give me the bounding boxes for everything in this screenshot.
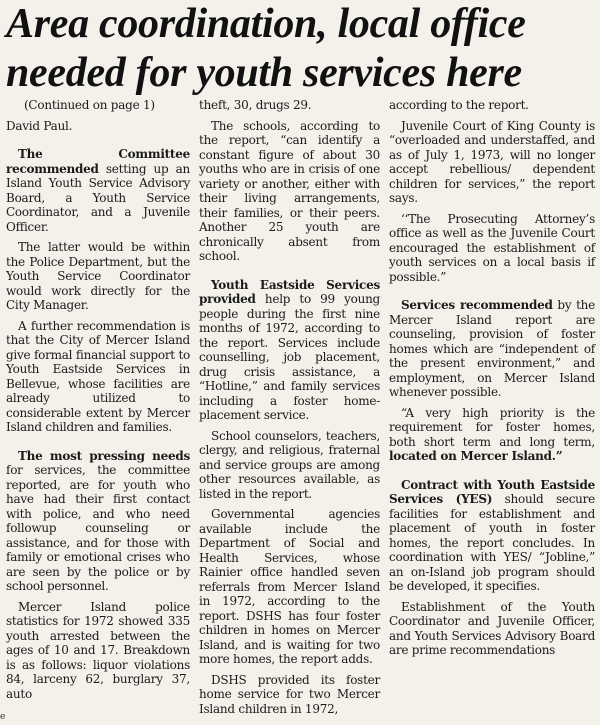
paragraph: School counselors, teachers, clergy, and religious, fraternal and service groups are among other resources available, as listed in the report. <box>199 428 380 501</box>
paragraph: Juvenile Court of King County is “overloaded and understaffed, and as of July 1, 1973, will no longer accept rebellious/ dependent children for services,” the report says. <box>389 118 595 205</box>
paragraph <box>389 478 595 594</box>
paragraph: Mercer Island police statistics for 1972 showed 335 youth arrested between the ages of 10 and 17. Breakdown is as follows: liquor violations 84, larceny 62, burglary 37, auto <box>6 599 190 701</box>
paragraph: Governmental agencies available include the Department of Social and Health Services, whose Rainier office handled seven referrals from Mercer Island in 1972, according to the report. DSHS has four foster children in homes on Mercer Island, and is waiting for two more homes, the report adds. <box>199 507 380 666</box>
edge-mark: e <box>0 712 6 722</box>
paragraph <box>6 449 190 594</box>
paragraph-text: for services, the committee reported, are for youth who have had their first contact with police, and who need followup counseling or assistance, and for those with family or emotional crises who are seen by the police or by school personnel. <box>6 463 190 593</box>
paragraph: Establishment of the Youth Coordinator and Juvenile Officer, and Youth Services Advisory Board are prime recommendations <box>389 599 595 657</box>
paragraph-text: help to 99 young people during the first nine months of 1972, according to the report. Services include counselling, job placement, drug crisis assistance, a “Hotline,” and family services including a foster home-placement service. <box>199 292 380 422</box>
paragraph: A further recommendation is that the City of Mercer Island give formal financial support to Youth Eastside Services in Bellevue, whose facilities are already utilized to considerable extent by Mercer Island children and families. <box>6 318 190 434</box>
paragraph: theft, 30, drugs 29. <box>199 98 312 112</box>
paragraph-lead: The most pressing needs <box>18 448 190 463</box>
paragraph-text: “A very high priority is the requirement for foster homes, both short term and long term, <box>389 405 595 449</box>
paragraph: The latter would be within the Police Department, but the Youth Service Coordinator would work directly for the City Manager. <box>6 240 190 312</box>
paragraph <box>389 406 595 464</box>
headline-line-2: needed for youth services here <box>6 50 522 96</box>
paragraph <box>199 278 380 423</box>
paragraph-lead: Youth Eastside Services provided <box>199 277 380 306</box>
paragraph-emphasis: located on Mercer Island.” <box>389 449 563 463</box>
paragraph-lead: Services recommended <box>401 298 553 312</box>
article-column-2 <box>199 98 380 722</box>
headline <box>6 0 596 98</box>
headline-line-1: Area coordination, local office <box>6 1 526 47</box>
paragraph: The schools, according to the report, “can identify a constant figure of about 30 youths who are in crisis of one variety or another, either with their living arrangements, their families, or their peers. Another 25 youth are chronically absent from school. <box>199 118 380 263</box>
author-line: David Paul. <box>6 118 73 133</box>
paragraph-text: should secure facilities for establishment and placement of youth in foster homes, the report concludes. In coordination with YES/ “Jobline,” an on-Island job program should be developed, it specifies. <box>389 492 595 593</box>
paragraph: DSHS provided its foster home service for two Mercer Island children in 1972, <box>199 672 380 716</box>
paragraph <box>6 147 190 234</box>
article-column-3 <box>389 98 595 664</box>
paragraph-lead: The Committee recommended <box>6 147 190 176</box>
paragraph-text: by the Mercer Island report are counseling, provision of foster homes which are “independent of the present environment,” and employment, on Mercer Island whenever possible. <box>389 298 596 399</box>
paragraph <box>389 298 595 400</box>
article-column-1 <box>6 98 190 707</box>
paragraph: according to the report. <box>389 98 529 112</box>
paragraph: ‘‘The Prosecuting Attorney’s office as well as the Juvenile Court encouraged the establishment of youth services on a local basis if possible.” <box>389 211 595 284</box>
paragraph-text: setting up an Island Youth Service Advisory Board, a Youth Service Coordinator, and a Juvenile Officer. <box>6 161 190 234</box>
continued-note: (Continued on page 1) <box>24 98 155 112</box>
paragraph-lead: Contract with Youth Eastside Services (YES) <box>389 477 595 506</box>
